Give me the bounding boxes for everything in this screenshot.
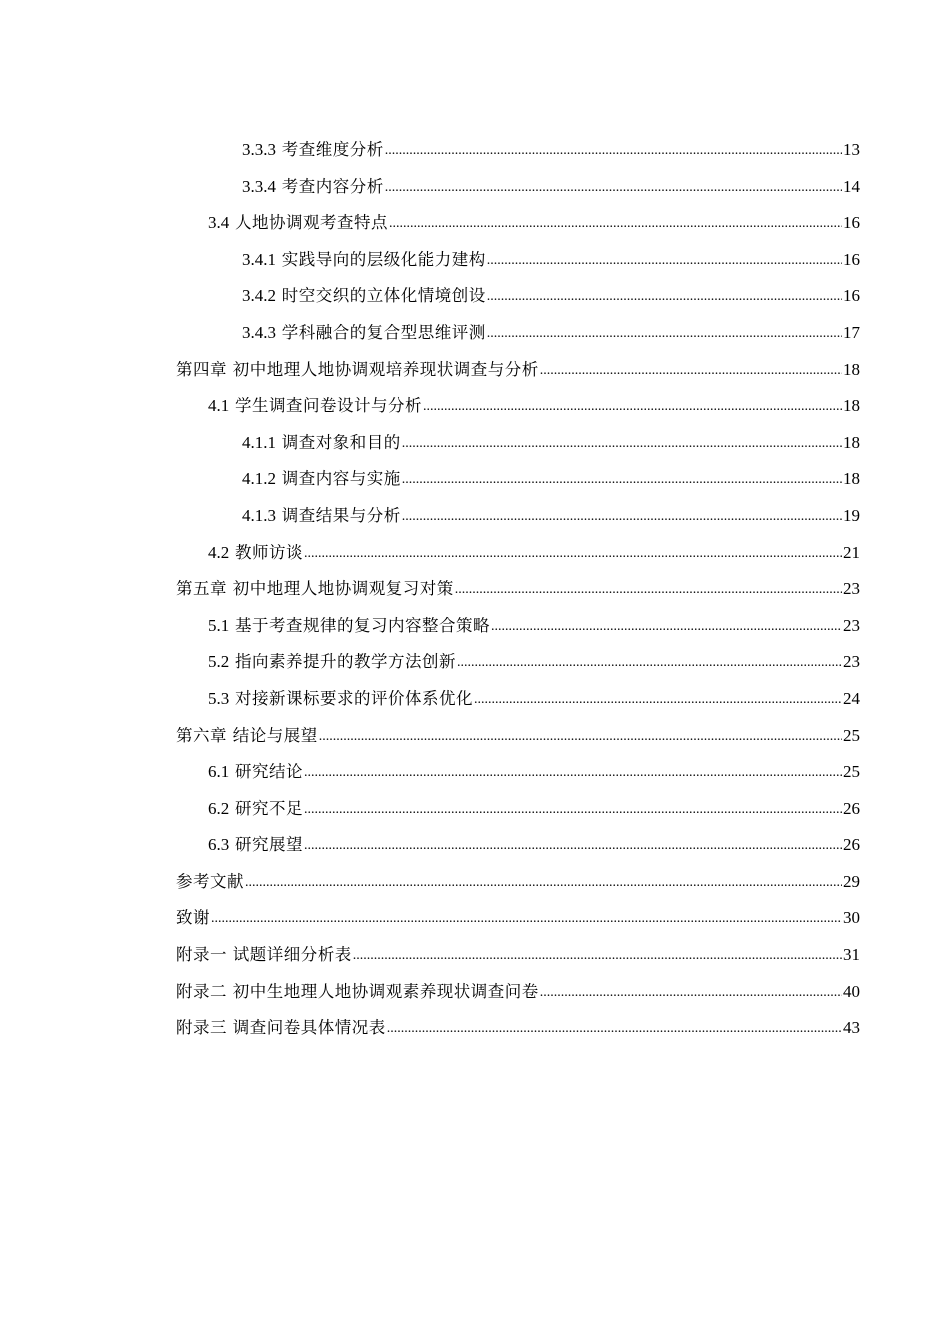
dot-leader xyxy=(304,828,842,865)
dot-leader xyxy=(389,206,842,243)
dot-leader xyxy=(304,792,842,829)
toc-entry-title xyxy=(176,352,539,389)
toc-entry-text: 致谢 xyxy=(176,908,210,928)
toc-entry-number: 6.1 xyxy=(208,762,230,782)
dot-leader xyxy=(455,572,842,609)
toc-entry-text: 附录二 初中生地理人地协调观素养现状调查问卷 xyxy=(176,981,539,1001)
toc-entry-title xyxy=(242,315,486,352)
toc-entry-title xyxy=(176,974,539,1011)
toc-entry-number: 3.4 xyxy=(208,213,230,233)
toc-page-number: 30 xyxy=(843,908,860,928)
toc-entry[interactable] xyxy=(176,827,860,864)
toc-entry-title xyxy=(208,681,473,718)
toc-entry-text: 研究展望 xyxy=(235,835,303,855)
toc-entry-title xyxy=(242,242,486,279)
toc-entry-number: 5.2 xyxy=(208,652,230,672)
toc-entry-number: 4.1 xyxy=(208,396,230,416)
toc-entry-title xyxy=(208,827,303,864)
toc-entry[interactable] xyxy=(176,425,860,462)
toc-entry-number: 3.4.2 xyxy=(242,286,276,306)
toc-entry-number: 3.4.1 xyxy=(242,249,276,269)
toc-page-number: 18 xyxy=(843,396,860,416)
toc-entry-text: 考查维度分析 xyxy=(281,140,384,159)
toc-entry[interactable] xyxy=(176,974,860,1011)
dot-leader xyxy=(423,389,842,426)
toc-entry-text: 基于考查规律的复习内容整合策略 xyxy=(235,615,490,635)
toc-entry-number: 6.2 xyxy=(208,798,230,818)
toc-entry[interactable] xyxy=(176,608,860,645)
toc-entry-title xyxy=(208,205,388,242)
dot-leader xyxy=(304,755,842,792)
toc-entry[interactable] xyxy=(176,900,860,937)
toc-entry-text: 学科融合的复合型思维评测 xyxy=(281,322,486,342)
toc-entry[interactable] xyxy=(176,718,860,755)
dot-leader xyxy=(487,243,842,280)
toc-page-number: 16 xyxy=(843,213,860,233)
toc-entry[interactable] xyxy=(176,754,860,791)
toc-entry-title xyxy=(242,169,384,206)
toc-page-number: 31 xyxy=(843,945,860,965)
toc-page-number: 14 xyxy=(843,176,860,196)
toc-page-number: 18 xyxy=(843,359,860,379)
toc-entry-number: 3.3.3 xyxy=(242,140,276,159)
toc-entry-number: 4.1.1 xyxy=(242,432,276,452)
toc-entry-title xyxy=(208,608,490,645)
dot-leader xyxy=(385,133,842,170)
toc-entry[interactable] xyxy=(176,388,860,425)
toc-entry-title xyxy=(208,535,303,572)
toc-entry-title xyxy=(176,571,454,608)
toc-entry-text: 第四章 初中地理人地协调观培养现状调查与分析 xyxy=(176,359,539,379)
toc-page-number: 23 xyxy=(843,615,860,635)
toc-entry-text: 实践导向的层级化能力建构 xyxy=(281,249,486,269)
dot-leader xyxy=(540,975,842,1012)
toc-page-number: 16 xyxy=(843,286,860,306)
toc-page-number: 26 xyxy=(843,835,860,855)
toc-entry-title xyxy=(242,132,384,169)
toc-entry[interactable] xyxy=(176,535,860,572)
toc-entry-text: 第五章 初中地理人地协调观复习对策 xyxy=(176,579,454,599)
dot-leader xyxy=(385,170,842,207)
dot-leader xyxy=(487,316,842,353)
toc-entry[interactable] xyxy=(176,498,860,535)
toc-entry-text: 研究结论 xyxy=(235,762,303,782)
dot-leader xyxy=(304,536,842,573)
dot-leader xyxy=(319,719,842,756)
dot-leader xyxy=(540,353,842,390)
toc-entry-text: 时空交织的立体化情境创设 xyxy=(281,286,486,306)
toc-entry-text: 考查内容分析 xyxy=(281,176,384,196)
toc-entry-title xyxy=(208,388,422,425)
toc-entry-number: 4.1.2 xyxy=(242,469,276,489)
table-of-contents xyxy=(176,132,860,1047)
toc-entry-number: 5.3 xyxy=(208,688,230,708)
toc-entry-title xyxy=(176,864,244,901)
toc-page-number: 40 xyxy=(843,981,860,1001)
toc-entry-title xyxy=(208,644,456,681)
toc-entry[interactable] xyxy=(176,461,860,498)
toc-entry-title xyxy=(208,791,303,828)
toc-entry[interactable] xyxy=(176,864,860,901)
toc-entry-title xyxy=(242,498,401,535)
toc-entry[interactable] xyxy=(176,571,860,608)
dot-leader xyxy=(245,865,842,902)
dot-leader xyxy=(402,426,842,463)
dot-leader xyxy=(402,499,842,536)
toc-page-number: 24 xyxy=(843,688,860,708)
toc-page-number: 17 xyxy=(843,322,860,342)
dot-leader xyxy=(491,609,842,646)
toc-entry-text: 学生调查问卷设计与分析 xyxy=(235,396,422,416)
toc-entry-text: 第六章 结论与展望 xyxy=(176,725,318,745)
dot-leader xyxy=(474,682,842,719)
toc-page-number: 23 xyxy=(843,652,860,672)
toc-entry-number: 5.1 xyxy=(208,615,230,635)
toc-page-number: 19 xyxy=(843,505,860,525)
dot-leader xyxy=(402,462,842,499)
toc-entry[interactable] xyxy=(176,791,860,828)
toc-page-number: 43 xyxy=(843,1018,860,1038)
toc-page-number: 18 xyxy=(843,469,860,489)
dot-leader xyxy=(387,1011,842,1048)
toc-entry[interactable] xyxy=(176,937,860,974)
toc-entry-text: 指向素养提升的教学方法创新 xyxy=(235,652,456,672)
toc-entry[interactable] xyxy=(176,169,860,206)
toc-page-number: 29 xyxy=(843,871,860,891)
dot-leader xyxy=(457,645,842,682)
toc-entry-text: 附录一 试题详细分析表 xyxy=(176,945,352,965)
toc-entry-number: 3.3.4 xyxy=(242,176,276,196)
dot-leader xyxy=(487,279,842,316)
toc-entry-title xyxy=(176,900,210,937)
toc-page-number: 26 xyxy=(843,798,860,818)
toc-entry-number: 4.1.3 xyxy=(242,505,276,525)
toc-page-number: 23 xyxy=(843,579,860,599)
toc-entry-title xyxy=(176,1010,386,1047)
dot-leader xyxy=(211,901,842,938)
toc-entry[interactable] xyxy=(176,132,860,169)
toc-entry-number: 6.3 xyxy=(208,835,230,855)
toc-entry-title xyxy=(242,278,486,315)
toc-entry-text: 调查内容与实施 xyxy=(281,469,401,489)
toc-entry-text: 参考文献 xyxy=(176,871,244,891)
toc-entry-number: 3.4.3 xyxy=(242,322,276,342)
toc-entry-title xyxy=(176,937,352,974)
toc-entry-text: 附录三 调查问卷具体情况表 xyxy=(176,1018,386,1038)
toc-entry-title xyxy=(176,718,318,755)
toc-entry[interactable] xyxy=(176,644,860,681)
toc-entry-text: 对接新课标要求的评价体系优化 xyxy=(235,688,473,708)
toc-entry[interactable] xyxy=(176,278,860,315)
toc-entry[interactable] xyxy=(176,681,860,718)
toc-entry[interactable] xyxy=(176,1010,860,1047)
toc-entry-number: 4.2 xyxy=(208,542,230,562)
toc-entry-text: 研究不足 xyxy=(235,798,303,818)
toc-entry-title xyxy=(242,461,401,498)
toc-page-number: 16 xyxy=(843,249,860,269)
toc-page-number: 18 xyxy=(843,432,860,452)
toc-entry[interactable] xyxy=(176,352,860,389)
toc-entry-text: 调查对象和目的 xyxy=(281,432,401,452)
toc-page-number: 25 xyxy=(843,762,860,782)
toc-entry[interactable] xyxy=(176,315,860,352)
toc-entry-title xyxy=(208,754,303,791)
toc-page-number: 25 xyxy=(843,725,860,745)
dot-leader xyxy=(353,938,842,975)
toc-entry[interactable] xyxy=(176,242,860,279)
toc-page-number: 13 xyxy=(843,140,860,159)
toc-entry-title xyxy=(242,425,401,462)
toc-page-number: 21 xyxy=(843,542,860,562)
toc-entry-text: 调查结果与分析 xyxy=(281,505,401,525)
toc-entry-text: 人地协调观考查特点 xyxy=(235,213,388,233)
toc-entry[interactable] xyxy=(176,205,860,242)
toc-entry-text: 教师访谈 xyxy=(235,542,303,562)
